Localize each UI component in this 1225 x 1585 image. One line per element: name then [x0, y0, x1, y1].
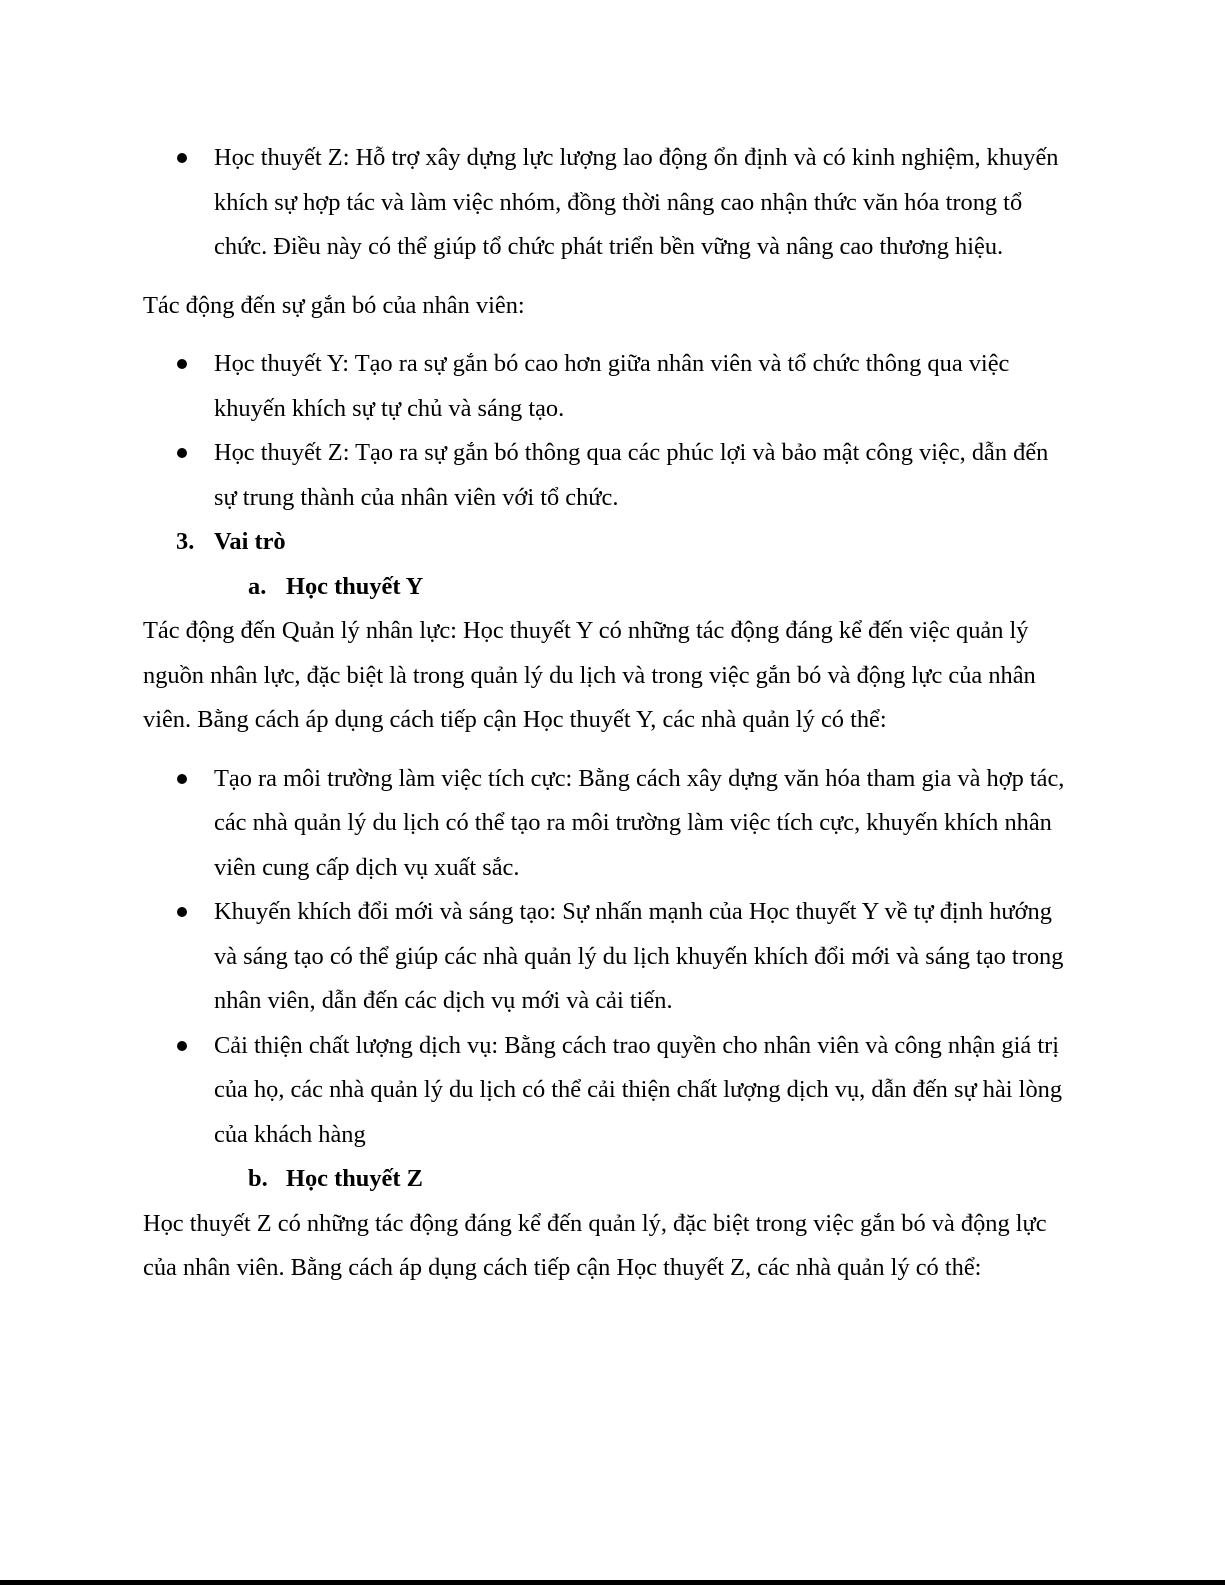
subsection-heading-b: [143, 1157, 1073, 1202]
bullet-icon: [177, 774, 187, 784]
subsection-title: Học thuyết Y: [286, 572, 424, 600]
section-heading-3: [143, 520, 1073, 565]
bullet-icon: [177, 153, 187, 163]
paragraph-theory-z-impact: Học thuyết Z có những tác động đáng kể đến quản lý, đặc biệt trong việc gắn bó và động lực của nhân viên. Bằng cách áp dụng cách tiếp cận Học thuyết Z, các nhà quản lý có thể:: [143, 1209, 1047, 1281]
bullet-list-theory-y-actions: [143, 757, 1073, 1158]
list-item-text: Tạo ra môi trường làm việc tích cực: Bằng cách xây dựng văn hóa tham gia và hợp tác, các nhà quản lý du lịch có thể tạo ra môi trường làm việc tích cực, khuyến khích nhân viên cung cấp dịch vụ xuất sắc.: [214, 764, 1065, 881]
section-number: 3.: [176, 528, 195, 555]
list-item-text: Học thuyết Z: Tạo ra sự gắn bó thông qua các phúc lợi và bảo mật công việc, dẫn đến sự trung thành của nhân viên với tổ chức.: [214, 439, 1049, 511]
list-item: [143, 890, 1073, 1024]
page-bottom-edge: [0, 1580, 1225, 1585]
list-item-text: Khuyến khích đổi mới và sáng tạo: Sự nhấn mạnh của Học thuyết Y về tự định hướng và sáng tạo có thể giúp các nhà quản lý du lịch khuyến khích đổi mới và sáng tạo trong nhân viên, dẫn đến các dịch vụ mới và cải tiến.: [214, 898, 1064, 1014]
page-content: [143, 136, 1073, 1291]
paragraph-theory-y-impact: Tác động đến Quản lý nhân lực: Học thuyết Y có những tác động đáng kể đến việc quản lý nguồn nhân lực, đặc biệt là trong quản lý du lịch và trong việc gắn bó và động lực của nhân viên. Bằng cách áp dụng cách tiếp cận Học thuyết Y, các nhà quản lý có thể:: [143, 617, 1036, 733]
list-item-text: Cải thiện chất lượng dịch vụ: Bằng cách trao quyền cho nhân viên và công nhận giá trị của họ, các nhà quản lý du lịch có thể cải thiện chất lượng dịch vụ, dẫn đến sự hài lòng của khách hàng: [214, 1031, 1063, 1148]
subsection-letter: a.: [248, 572, 267, 600]
list-item: [143, 431, 1073, 520]
bullet-list-theory-z-benefits: [143, 136, 1073, 270]
list-item: [143, 342, 1073, 431]
bullet-icon: [177, 448, 187, 458]
paragraph-employee-engagement: Tác động đến sự gắn bó của nhân viên:: [143, 291, 525, 319]
bullet-icon: [177, 1041, 187, 1051]
list-item-text: Học thuyết Y: Tạo ra sự gắn bó cao hơn giữa nhân viên và tổ chức thông qua việc khuyến khích sự tự chủ và sáng tạo.: [214, 350, 1010, 422]
section-title: Vai trò: [214, 528, 286, 555]
subsection-letter: b.: [248, 1165, 268, 1192]
list-item: [143, 136, 1073, 270]
subsection-heading-a: [143, 565, 1073, 610]
list-item: [143, 757, 1073, 891]
subsection-title: Học thuyết Z: [286, 1165, 423, 1192]
bullet-icon: [177, 907, 187, 917]
bullet-list-engagement: [143, 342, 1073, 520]
list-item: [143, 1024, 1073, 1158]
list-item-text: Học thuyết Z: Hỗ trợ xây dựng lực lượng lao động ổn định và có kinh nghiệm, khuyến khích sự hợp tác và làm việc nhóm, đồng thời nâng cao nhận thức văn hóa trong tổ chức. Điều này có thể giúp tổ chức phát triển bền vững và nâng cao thương hiệu.: [214, 144, 1059, 260]
bullet-icon: [177, 359, 187, 369]
